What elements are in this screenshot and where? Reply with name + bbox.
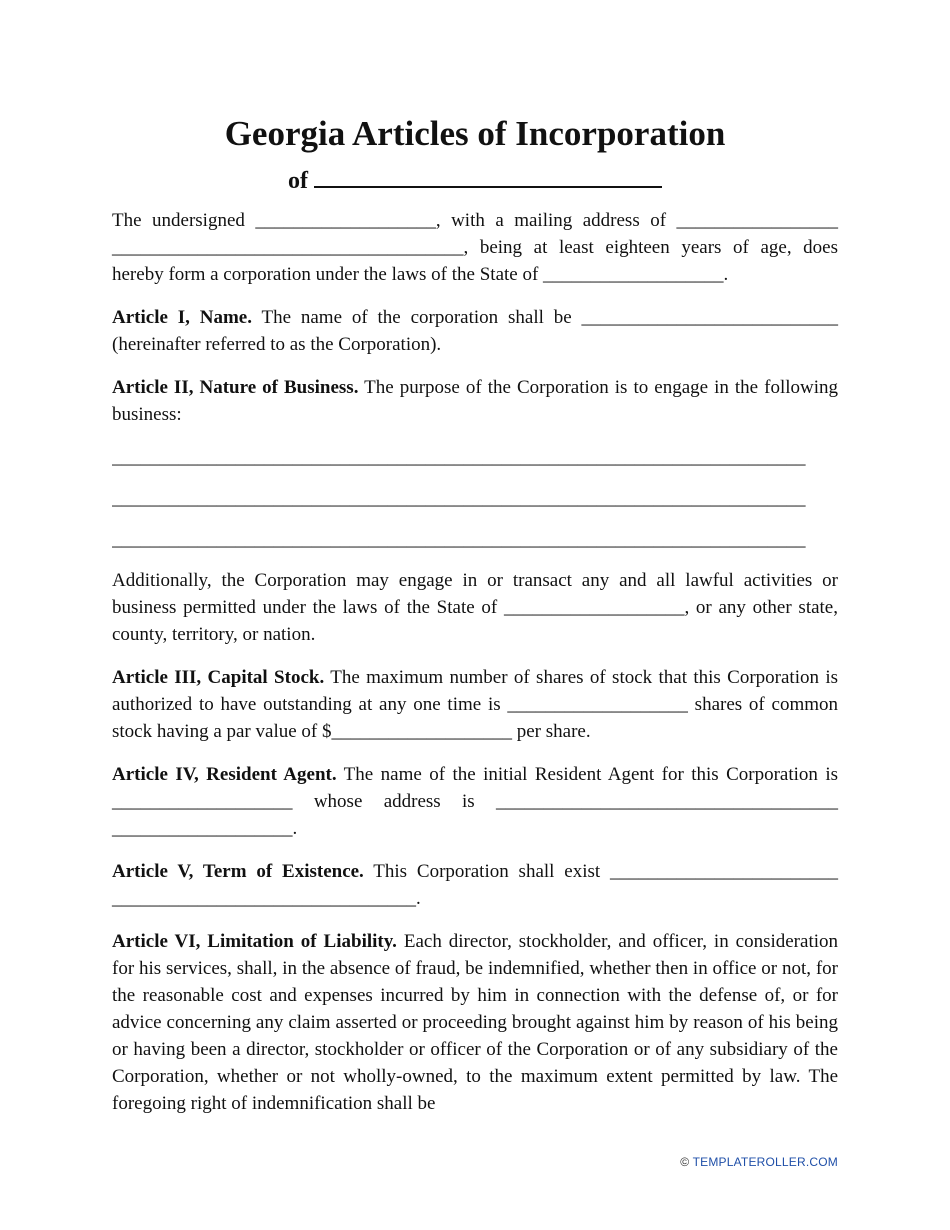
article-4-heading: Article IV, Resident Agent. xyxy=(112,764,337,785)
article-2-text: The purpose of the Corporation is to engage in the following business: xyxy=(112,377,839,425)
business-line: _________________________________________________________________________ xyxy=(112,529,806,550)
footer-site-link[interactable]: TEMPLATEROLLER.COM xyxy=(692,1155,838,1169)
intro-paragraph: The undersigned ___________________, with a mailing address of _________________ _____________________________________, being at least eighteen years of age, does hereby form a corporation under the laws of the State of ___________________. xyxy=(112,210,838,285)
additional-activities-paragraph: Additionally, the Corporation may engage in or transact any and all lawful activities or business permitted under the laws of the State of ___________________, or any other state, county, territory, or nation. xyxy=(112,570,838,645)
article-5-heading: Article V, Term of Existence. xyxy=(112,861,364,882)
article-1-text: The name of the corporation shall be ___________________________ (hereinafter referred to as the Corporation). xyxy=(112,307,838,355)
footer-credit[interactable] xyxy=(680,1155,838,1169)
article-3-heading: Article III, Capital Stock. xyxy=(112,667,325,688)
article-5-text: This Corporation shall exist ________________________ ________________________________. xyxy=(112,861,838,909)
business-line: _________________________________________________________________________ xyxy=(112,447,806,468)
article-2-heading: Article II, Nature of Business. xyxy=(112,377,359,398)
document-subtitle xyxy=(288,160,662,198)
business-lines xyxy=(112,444,838,553)
article-3-text: The maximum number of shares of stock that this Corporation is authorized to have outstanding at any one time is ___________________ shares of common stock having a par value of $___________________ per share. xyxy=(112,667,838,742)
subtitle-prefix: of xyxy=(288,168,308,194)
article-6-paragraph xyxy=(112,928,838,1117)
document-title: Georgia Articles of Incorporation xyxy=(224,114,726,153)
article-5-paragraph xyxy=(112,858,838,912)
article-1-heading: Article I, Name. xyxy=(112,307,252,328)
article-4-paragraph xyxy=(112,761,838,842)
document-body xyxy=(112,207,838,1133)
article-4-text: The name of the initial Resident Agent for this Corporation is ___________________ whose address is ____________________________________ ___________________. xyxy=(112,764,838,839)
article-6-heading: Article VI, Limitation of Liability. xyxy=(112,931,397,952)
business-line: _________________________________________________________________________ xyxy=(112,488,806,509)
corporation-name-blank xyxy=(314,160,662,188)
article-1-paragraph xyxy=(112,304,838,358)
article-2-paragraph xyxy=(112,374,838,428)
copyright-symbol: © xyxy=(680,1155,690,1169)
article-6-text: Each director, stockholder, and officer, in consideration for his services, shall, in the absence of fraud, be indemnified, whether then in office or not, for the reasonable cost and expenses incurred by him in connection with the defense of, or for advice concerning any claim asserted or proceeding brought against him by reason of his being or having been a director, stockholder or officer of the Corporation or of any subsidiary of the Corporation, whether or not wholly-owned, to the maximum extent permitted by law. The foregoing right of indemnification shall be xyxy=(112,931,838,1114)
article-3-paragraph xyxy=(112,664,838,745)
